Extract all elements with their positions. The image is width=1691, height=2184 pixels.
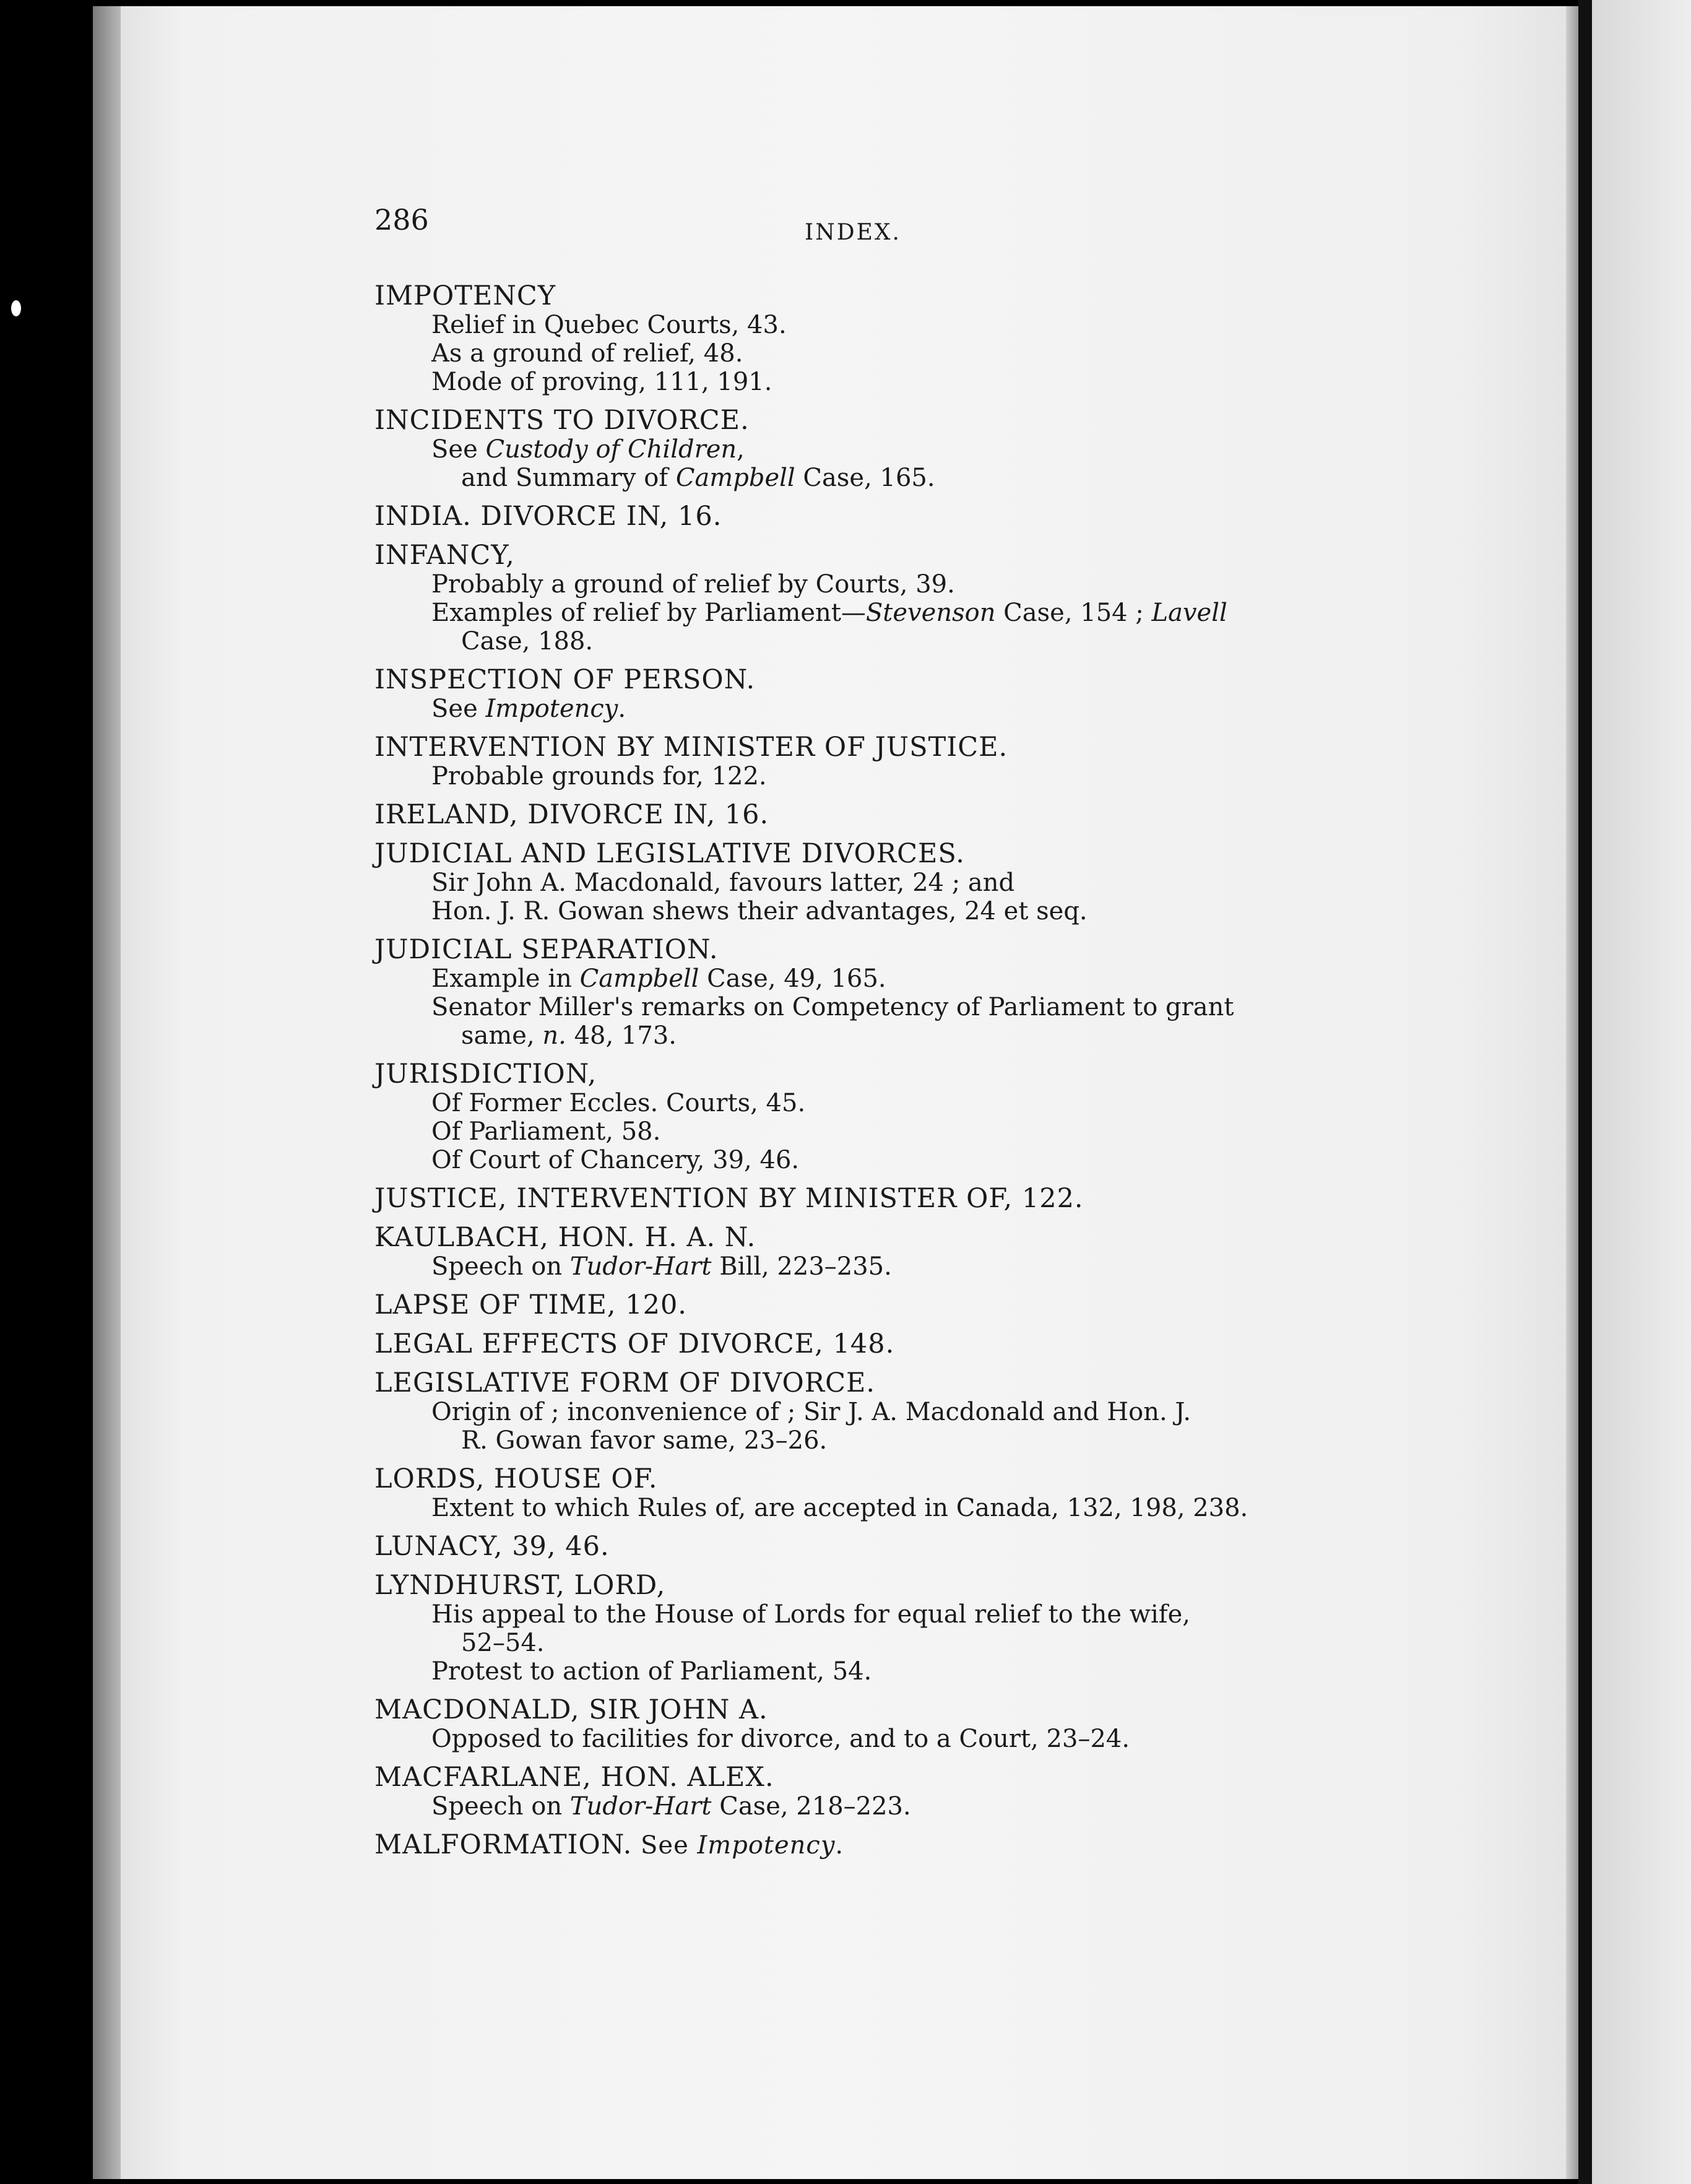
entry-subline: Relief in Quebec Courts, 43. <box>431 311 787 339</box>
index-entry <box>374 665 1427 723</box>
entry-heading <box>374 406 1427 435</box>
entry-subline: Origin of ; inconvenience of ; Sir J. A. Macdonald and Hon. J. <box>431 1398 1191 1426</box>
entry-subline: Sir John A. Macdonald, favours latter, 24 ; and <box>431 869 1015 897</box>
text-run: and Summary of <box>461 464 676 492</box>
text-run: Speech on <box>431 1252 570 1281</box>
entry-heading <box>374 1532 1427 1561</box>
text-run: . <box>835 1831 844 1860</box>
index-entry <box>374 935 1427 1050</box>
index-entry <box>374 1184 1427 1213</box>
text-run: Example in <box>431 964 580 993</box>
text-run: Speech on <box>431 1792 570 1821</box>
heading-text: KAULBACH, HON. H. A. N. <box>374 1222 756 1253</box>
entry-subline <box>374 1252 1427 1281</box>
index-entries <box>374 282 1427 1870</box>
entry-subline: Of Former Eccles. Courts, 45. <box>431 1089 806 1117</box>
entry-continuation-line <box>374 1629 1427 1657</box>
entry-subline: His appeal to the House of Lords for equal relief to the wife, <box>431 1600 1190 1629</box>
heading-text: INCIDENTS TO DIVORCE. <box>374 405 750 436</box>
italic-term: Tudor-Hart <box>569 1252 712 1281</box>
index-entry <box>374 541 1427 656</box>
facing-page-edge <box>1592 0 1691 2184</box>
index-entry <box>374 800 1427 830</box>
entry-heading <box>374 1465 1427 1494</box>
index-entry <box>374 839 1427 925</box>
entry-subline: Protest to action of Parliament, 54. <box>431 1657 872 1686</box>
entry-heading <box>374 1060 1427 1089</box>
entry-heading <box>374 1369 1427 1398</box>
entry-heading <box>374 935 1427 964</box>
heading-text: LYNDHURST, LORD, <box>374 1570 666 1601</box>
entry-subline <box>374 599 1427 627</box>
heading-text: LUNACY, 39, 46. <box>374 1531 610 1562</box>
entry-heading <box>374 839 1427 869</box>
running-head: INDEX. <box>805 220 901 245</box>
italic-term: Custody of Children <box>485 435 737 464</box>
text-run: Bill, 223–235. <box>711 1252 892 1281</box>
entry-subline <box>374 435 1427 464</box>
index-entry <box>374 282 1427 396</box>
italic-term: Campbell <box>675 464 795 492</box>
entry-heading <box>374 541 1427 570</box>
text-run: Case, 218–223. <box>711 1792 911 1821</box>
index-entry <box>374 1291 1427 1320</box>
entry-subline <box>374 964 1427 993</box>
heading-cross-reference <box>632 1831 844 1860</box>
italic-term: Campbell <box>579 964 699 993</box>
entry-heading <box>374 1330 1427 1359</box>
heading-text: JUSTICE, INTERVENTION BY MINISTER OF, 122. <box>374 1183 1084 1214</box>
heading-text: IMPOTENCY <box>374 280 556 311</box>
page-edge-shadow <box>1566 6 1578 2179</box>
page-number: 286 <box>374 203 429 236</box>
text-run: Case, 165. <box>795 464 935 492</box>
text-run: See <box>431 435 486 464</box>
entry-subline: Hon. J. R. Gowan shews their advantages, 24 et seq. <box>431 897 1088 925</box>
text-run: See <box>632 1831 698 1860</box>
margin-mark <box>11 300 21 316</box>
text-run: Case, 49, 165. <box>699 964 886 993</box>
entry-subline: Of Court of Chancery, 39, 46. <box>431 1146 800 1174</box>
text-run: Case, 154 ; <box>995 599 1152 627</box>
entry-heading <box>374 733 1427 762</box>
heading-text: MACDONALD, SIR JOHN A. <box>374 1694 768 1725</box>
italic-term: Impotency <box>485 695 618 723</box>
index-entry <box>374 1223 1427 1281</box>
italic-term: n. <box>542 1021 566 1050</box>
index-entry <box>374 1763 1427 1821</box>
entry-subline <box>374 695 1427 723</box>
entry-heading <box>374 1291 1427 1320</box>
entry-subline: Probable grounds for, 122. <box>431 762 767 791</box>
heading-text: MALFORMATION. <box>374 1829 633 1860</box>
heading-text: INFANCY, <box>374 540 515 571</box>
page-gutter-shadow <box>93 6 121 2179</box>
heading-text: JURISDICTION, <box>374 1059 597 1090</box>
entry-subline: Probably a ground of relief by Courts, 39. <box>431 570 955 599</box>
entry-subline: Senator Miller's remarks on Competency of Parliament to grant <box>431 993 1234 1021</box>
index-entry <box>374 733 1427 791</box>
text-run: See <box>431 695 486 723</box>
entry-continuation-line <box>374 627 1427 656</box>
entry-heading <box>374 1831 1427 1860</box>
entry-subline: Of Parliament, 58. <box>431 1117 661 1146</box>
entry-subline: Mode of proving, 111, 191. <box>431 368 772 396</box>
text-run: 52–54. <box>461 1629 545 1657</box>
index-entry <box>374 406 1427 492</box>
entry-continuation-line <box>374 464 1427 492</box>
entry-subline: Opposed to facilities for divorce, and to a Court, 23–24. <box>431 1725 1130 1753</box>
entry-subline <box>374 1792 1427 1821</box>
book-spine <box>1578 0 1592 2184</box>
heading-text: MACFARLANE, HON. ALEX. <box>374 1762 774 1793</box>
index-entry <box>374 502 1427 531</box>
index-entry <box>374 1532 1427 1561</box>
entry-continuation-line <box>374 1426 1427 1455</box>
text-run: same, <box>461 1021 543 1050</box>
entry-heading <box>374 1571 1427 1600</box>
heading-text: INDIA. DIVORCE IN, 16. <box>374 501 722 532</box>
text-run: Examples of relief by Parliament— <box>431 599 866 627</box>
text-run: 48, 173. <box>566 1021 677 1050</box>
entry-heading <box>374 665 1427 695</box>
entry-heading <box>374 1223 1427 1252</box>
entry-heading <box>374 800 1427 830</box>
entry-subline: As a ground of relief, 48. <box>431 339 743 368</box>
index-entry <box>374 1060 1427 1174</box>
text-run: , <box>737 435 745 464</box>
entry-heading <box>374 1184 1427 1213</box>
entry-heading <box>374 282 1427 311</box>
index-entry <box>374 1369 1427 1455</box>
heading-text: INSPECTION OF PERSON. <box>374 664 756 695</box>
entry-heading <box>374 1763 1427 1792</box>
italic-term: Stevenson <box>865 599 996 627</box>
text-run: Case, 188. <box>461 627 594 656</box>
heading-text: LAPSE OF TIME, 120. <box>374 1289 687 1320</box>
italic-term: Impotency <box>697 1831 836 1860</box>
text-run: . <box>618 695 626 723</box>
heading-text: LEGISLATIVE FORM OF DIVORCE. <box>374 1367 876 1398</box>
index-entry <box>374 1330 1427 1359</box>
heading-text: LEGAL EFFECTS OF DIVORCE, 148. <box>374 1328 895 1359</box>
entry-heading <box>374 502 1427 531</box>
heading-text: IRELAND, DIVORCE IN, 16. <box>374 799 769 830</box>
heading-text: INTERVENTION BY MINISTER OF JUSTICE. <box>374 732 1008 763</box>
index-entry <box>374 1696 1427 1753</box>
entry-heading <box>374 1696 1427 1725</box>
entry-subline: Extent to which Rules of, are accepted in Canada, 132, 198, 238. <box>431 1494 1248 1522</box>
heading-text: LORDS, HOUSE OF. <box>374 1463 658 1494</box>
heading-text: JUDICIAL AND LEGISLATIVE DIVORCES. <box>374 838 965 869</box>
heading-text: JUDICIAL SEPARATION. <box>374 934 719 965</box>
index-entry <box>374 1831 1427 1860</box>
entry-continuation-line <box>374 1021 1427 1050</box>
index-entry <box>374 1571 1427 1686</box>
italic-term: Tudor-Hart <box>569 1792 712 1821</box>
index-entry <box>374 1465 1427 1522</box>
book-page <box>93 6 1578 2179</box>
italic-term: Lavell <box>1151 599 1227 627</box>
text-run: R. Gowan favor same, 23–26. <box>461 1426 828 1455</box>
